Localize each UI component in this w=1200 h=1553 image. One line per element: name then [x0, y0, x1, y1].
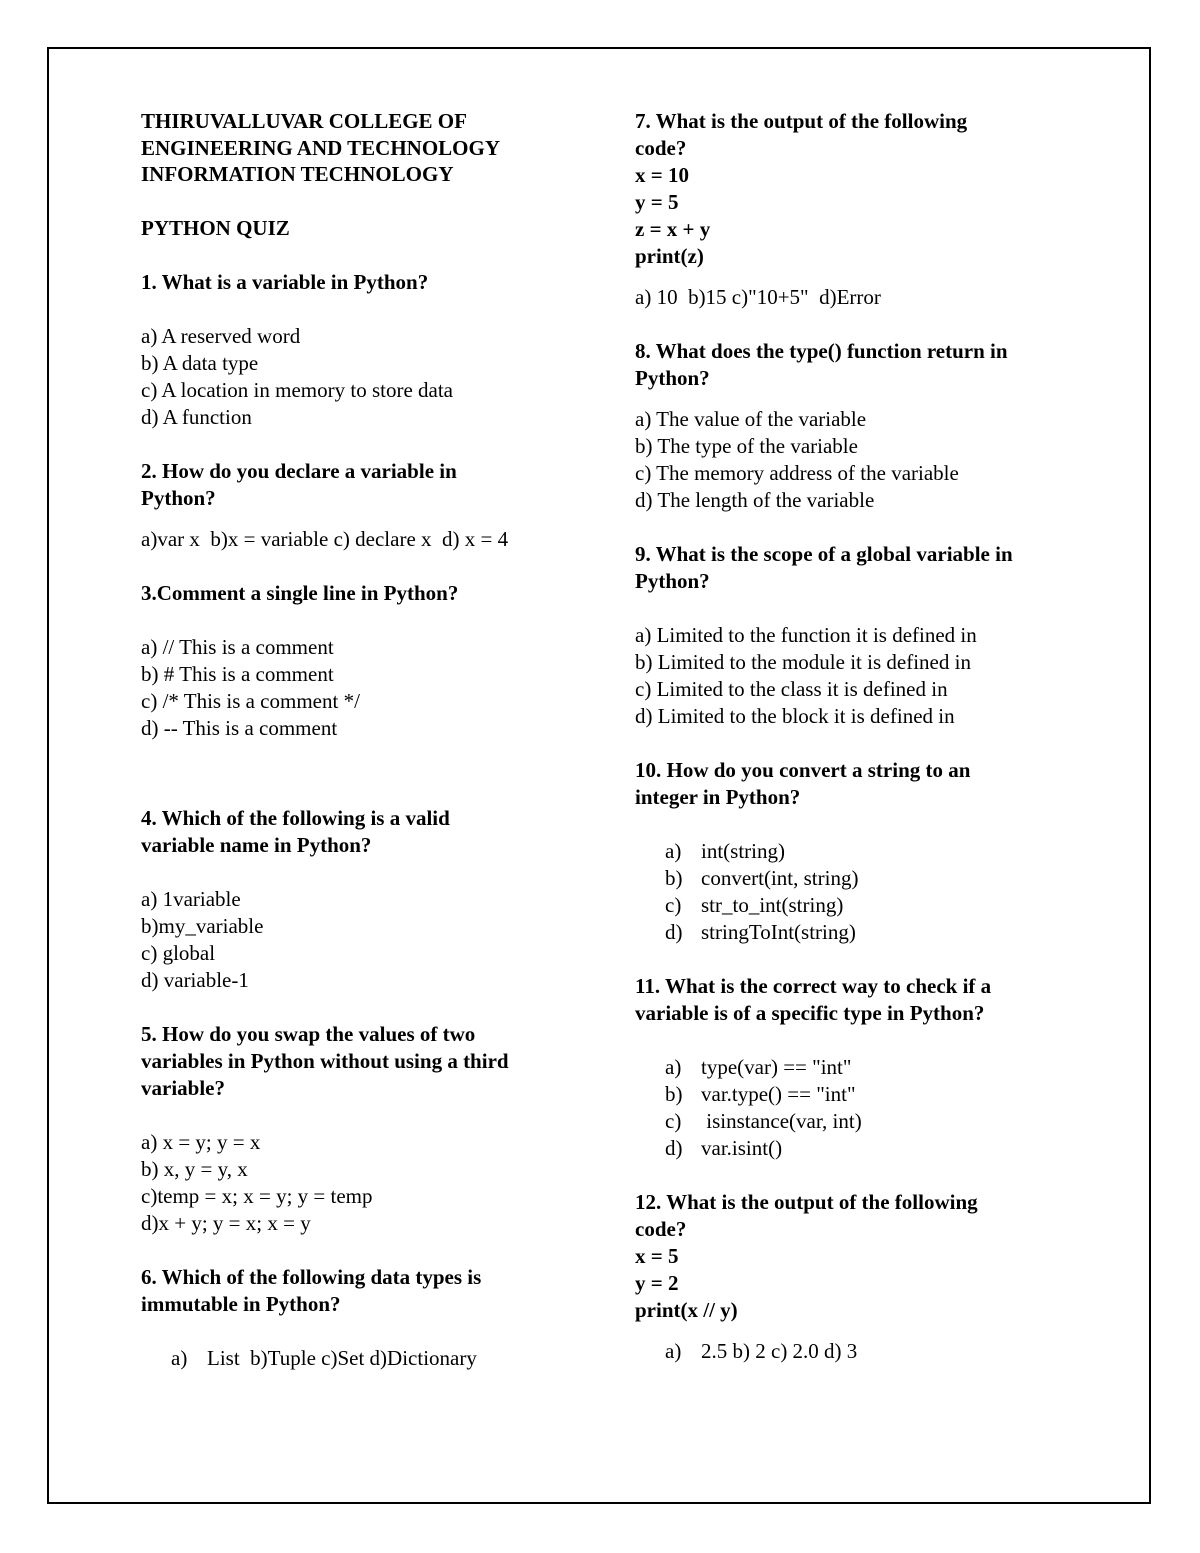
option-text: int(string) [701, 839, 785, 863]
option: b)my_variable [141, 913, 264, 938]
option: c) /* This is a comment */ [141, 688, 360, 713]
option: d) The length of the variable [635, 488, 875, 512]
option-text: convert(int, string) [701, 866, 859, 890]
question-2 [141, 458, 581, 553]
option: a) 1variable [141, 886, 241, 911]
option [635, 892, 1075, 919]
option: b) # This is a comment [141, 661, 334, 686]
option: a) 10 b)15 c)"10+5" d)Error [635, 285, 881, 309]
header [141, 108, 581, 188]
question-text: 7. What is the output of the following [635, 109, 968, 133]
option: d)x + y; y = x; x = y [141, 1210, 311, 1235]
question-text: immutable in Python? [141, 1291, 341, 1316]
option: a) The value of the variable [635, 407, 867, 431]
option: b) Limited to the module it is defined in [635, 650, 971, 674]
option [635, 865, 1075, 892]
option: d) A function [141, 404, 252, 429]
option: a) // This is a comment [141, 634, 334, 659]
option: c) A location in memory to store data [141, 377, 454, 402]
option [635, 1338, 1075, 1365]
option: b) The type of the variable [635, 434, 858, 458]
question-1 [141, 269, 581, 431]
option: c) Limited to the class it is defined in [635, 677, 948, 701]
option [635, 919, 1075, 946]
question-text: 5. How do you swap the values of two [141, 1021, 476, 1046]
quiz-title: PYTHON QUIZ [141, 215, 290, 240]
question-7 [635, 108, 1075, 311]
code-line: x = 10 [635, 163, 689, 187]
option-text: isinstance(var, int) [701, 1109, 862, 1133]
college-name-line2: ENGINEERING AND TECHNOLOGY [141, 135, 501, 160]
question-5 [141, 1021, 581, 1237]
question-text: Python? [141, 485, 216, 510]
option-text: type(var) == "int" [701, 1055, 852, 1079]
code-line: y = 5 [635, 190, 679, 214]
option: a)var x b)x = variable c) declare x d) x = 4 [141, 526, 509, 551]
question-text: 12. What is the output of the following [635, 1190, 978, 1214]
option: a) x = y; y = x [141, 1129, 261, 1154]
question-text: integer in Python? [635, 785, 801, 809]
option [635, 1081, 1075, 1108]
code-line: print(x // y) [635, 1298, 738, 1322]
option-letter: a) [665, 839, 682, 863]
option-text: 2.5 b) 2 c) 2.0 d) 3 [701, 1339, 858, 1363]
code-line: x = 5 [635, 1244, 679, 1268]
option-list [635, 1054, 1075, 1162]
option-text: var.isint() [701, 1136, 783, 1160]
option-letter: c) [665, 893, 682, 917]
option [635, 1108, 1075, 1135]
option [635, 838, 1075, 865]
option: a) Limited to the function it is defined in [635, 623, 977, 647]
option [141, 1345, 581, 1372]
department-name: INFORMATION TECHNOLOGY [141, 162, 454, 186]
question-text: 6. Which of the following data types is [141, 1264, 482, 1289]
left-column [141, 108, 581, 1372]
question-10 [635, 757, 1075, 946]
option-text: str_to_int(string) [701, 893, 844, 917]
question-11 [635, 973, 1075, 1162]
question-8 [635, 338, 1075, 514]
question-text: code? [635, 1217, 687, 1241]
question-text: variable? [141, 1075, 225, 1100]
right-column [635, 108, 1075, 1365]
code-line: print(z) [635, 244, 704, 268]
question-text: variable name in Python? [141, 832, 372, 857]
question-text: 9. What is the scope of a global variable in [635, 542, 1013, 566]
option-letter: b) [665, 866, 683, 890]
question-text: 10. How do you convert a string to an [635, 758, 971, 782]
question-text: 2. How do you declare a variable in [141, 458, 457, 483]
question-3 [141, 580, 581, 742]
question-text: code? [635, 136, 687, 160]
question-9 [635, 541, 1075, 730]
question-text: 3.Comment a single line in Python? [141, 580, 459, 605]
option-letter: c) [665, 1109, 682, 1133]
option-letter: a) [665, 1339, 682, 1363]
option: c) The memory address of the variable [635, 461, 959, 485]
option: d) -- This is a comment [141, 715, 338, 740]
option: d) variable-1 [141, 967, 249, 992]
option-letter: d) [665, 1136, 683, 1160]
option-text: stringToInt(string) [701, 920, 856, 944]
code-line: z = x + y [635, 217, 711, 241]
question-6 [141, 1264, 581, 1372]
option [635, 1054, 1075, 1081]
code-line: y = 2 [635, 1271, 679, 1295]
option-letter: a) [171, 1345, 188, 1370]
option-list [635, 838, 1075, 946]
question-text: 11. What is the correct way to check if a [635, 974, 992, 998]
question-text: 4. Which of the following is a valid [141, 805, 450, 830]
option: c)temp = x; x = y; y = temp [141, 1183, 373, 1208]
option: b) x, y = y, x [141, 1156, 248, 1181]
option: d) Limited to the block it is defined in [635, 704, 955, 728]
question-text: Python? [635, 569, 710, 593]
question-text: Python? [635, 366, 710, 390]
question-text: variable is of a specific type in Python? [635, 1001, 985, 1025]
option-letter: d) [665, 920, 683, 944]
question-text: 8. What does the type() function return in [635, 339, 1008, 363]
option [635, 1135, 1075, 1162]
question-text: 1. What is a variable in Python? [141, 269, 429, 294]
option-letter: a) [665, 1055, 682, 1079]
option: b) A data type [141, 350, 259, 375]
option-text: var.type() == "int" [701, 1082, 856, 1106]
option-text: List b)Tuple c)Set d)Dictionary [207, 1345, 477, 1370]
question-4 [141, 805, 581, 994]
question-text: variables in Python without using a third [141, 1048, 509, 1073]
option: a) A reserved word [141, 323, 301, 348]
option: c) global [141, 940, 216, 965]
college-name-line1: THIRUVALLUVAR COLLEGE OF [141, 109, 467, 133]
option-letter: b) [665, 1082, 683, 1106]
question-12 [635, 1189, 1075, 1365]
